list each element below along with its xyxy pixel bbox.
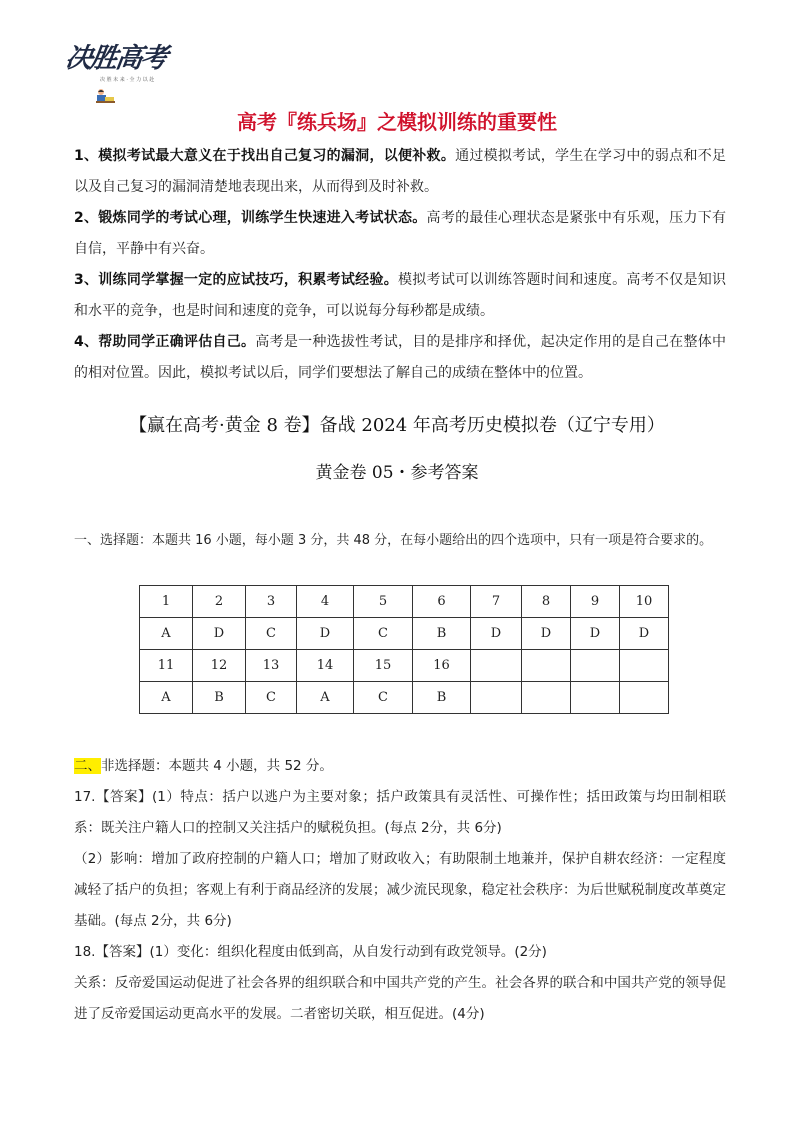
- point-4: [74, 327, 726, 389]
- table-cell: C: [354, 618, 413, 650]
- section-1-intro: [74, 525, 726, 556]
- point-1-text: 通过模拟考试，学生在学习中的弱点和不足以及自己复习的漏洞清楚地表现出来，从而得到及时补救。: [74, 148, 726, 195]
- section-2-number: 二、: [74, 758, 101, 774]
- table-cell: 9: [571, 586, 620, 618]
- table-cell: D: [620, 618, 669, 650]
- banner-title: 高考『练兵场』之模拟训练的重要性: [237, 110, 557, 134]
- table-cell: [471, 682, 522, 714]
- table-row: [140, 618, 669, 650]
- table-cell: 7: [471, 586, 522, 618]
- table-cell: 15: [354, 650, 413, 682]
- table-cell: 1: [140, 586, 193, 618]
- table-cell: 16: [413, 650, 471, 682]
- table-cell: A: [297, 682, 354, 714]
- table-row: [140, 586, 669, 618]
- logo-text: 决胜高考: [63, 43, 168, 74]
- point-1: [74, 141, 726, 203]
- table-row: [140, 682, 669, 714]
- answer-17-part-1: 17.【答案】(1）特点：括户以逃户为主要对象；括户政策具有灵活性、可操作性；括田政策与均田制相联系：既关注户籍人口的控制又关注括户的赋税负担。(每点 2分，共 6分): [74, 789, 726, 836]
- table-cell: 8: [522, 586, 571, 618]
- table-cell: D: [522, 618, 571, 650]
- point-2-text: 高考的最佳心理状态是紧张中有乐观，压力下有自信，平静中有兴奋。: [74, 210, 726, 257]
- table-cell: 2: [193, 586, 246, 618]
- table-cell: A: [140, 682, 193, 714]
- table-cell: 11: [140, 650, 193, 682]
- section-2-text: 非选择题：本题共 4 小题，共 52 分。: [101, 758, 333, 774]
- table-cell: [620, 650, 669, 682]
- point-2-heading: 2、锻炼同学的考试心理，训练学生快速进入考试状态。: [74, 210, 427, 226]
- answer-17-part-2: （2）影响：增加了政府控制的户籍人口；增加了财政收入；有助限制土地兼并，保护自耕农经济：一定程度减轻了括户的负担；客观上有利于商品经济的发展；减少流民现象，稳定社会秩序：为后世赋税制度改革奠定基础。(每点 2分，共 6分): [74, 851, 726, 929]
- answer-18-relation: 关系：反帝爱国运动促进了社会各界的组织联合和中国共产党的产生。社会各界的联合和中国共产党的领导促进了反帝爱国运动更高水平的发展。二者密切关联，相互促进。(4分): [74, 975, 726, 1022]
- table-cell: 13: [246, 650, 297, 682]
- table-cell: 12: [193, 650, 246, 682]
- table-cell: B: [413, 618, 471, 650]
- logo: [63, 36, 178, 106]
- table-cell: [522, 650, 571, 682]
- point-4-text: 高考是一种选拔性考试，目的是排序和择优，起决定作用的是自己在整体中的相对位置。因此，模拟考试以后，同学们要想法了解自己的成绩在整体中的位置。: [74, 334, 726, 381]
- table-cell: 6: [413, 586, 471, 618]
- table-cell: C: [354, 682, 413, 714]
- table-cell: D: [193, 618, 246, 650]
- student-reading-icon: [94, 88, 116, 104]
- table-cell: D: [297, 618, 354, 650]
- exam-title: 【赢在高考·黄金 8 卷】备战 2024 年高考历史模拟卷（辽宁专用）: [129, 415, 665, 436]
- table-cell: B: [193, 682, 246, 714]
- answer-18-part-1: 18.【答案】(1）变化：组织化程度由低到高，从自发行动到有政党领导。(2分): [74, 944, 547, 960]
- table-cell: D: [471, 618, 522, 650]
- table-cell: 3: [246, 586, 297, 618]
- table-cell: B: [413, 682, 471, 714]
- table-cell: 5: [354, 586, 413, 618]
- table-cell: 14: [297, 650, 354, 682]
- table-cell: 4: [297, 586, 354, 618]
- table-cell: [471, 650, 522, 682]
- table-cell: 10: [620, 586, 669, 618]
- point-2: [74, 203, 726, 265]
- table-row: [140, 650, 669, 682]
- table-cell: D: [571, 618, 620, 650]
- table-cell: C: [246, 682, 297, 714]
- logo-subtext: 决 胜 未 来 · 全 力 以 赴: [100, 77, 155, 83]
- point-3-heading: 3、训练同学掌握一定的应试技巧，积累考试经验。: [74, 272, 399, 288]
- table-cell: C: [246, 618, 297, 650]
- point-4-heading: 4、帮助同学正确评估自己。: [74, 334, 256, 350]
- table-cell: [522, 682, 571, 714]
- point-3-text: 模拟考试可以训练答题时间和速度。高考不仅是知识和水平的竞争，也是时间和速度的竞争，可以说每分每秒都是成绩。: [74, 272, 727, 319]
- point-3: [74, 265, 726, 327]
- exam-subtitle: 黄金卷 05・参考答案: [315, 463, 479, 483]
- section-1-text: 一、选择题：本题共 16 小题，每小题 3 分，共 48 分，在每小题给出的四个选项中，只有一项是符合要求的。: [74, 533, 713, 548]
- point-1-heading: 1、模拟考试最大意义在于找出自己复习的漏洞，以便补救。: [74, 148, 456, 164]
- table-cell: [620, 682, 669, 714]
- table-cell: [571, 682, 620, 714]
- section-2-intro: [74, 751, 726, 782]
- table-cell: A: [140, 618, 193, 650]
- table-cell: [571, 650, 620, 682]
- answer-table: [139, 585, 669, 714]
